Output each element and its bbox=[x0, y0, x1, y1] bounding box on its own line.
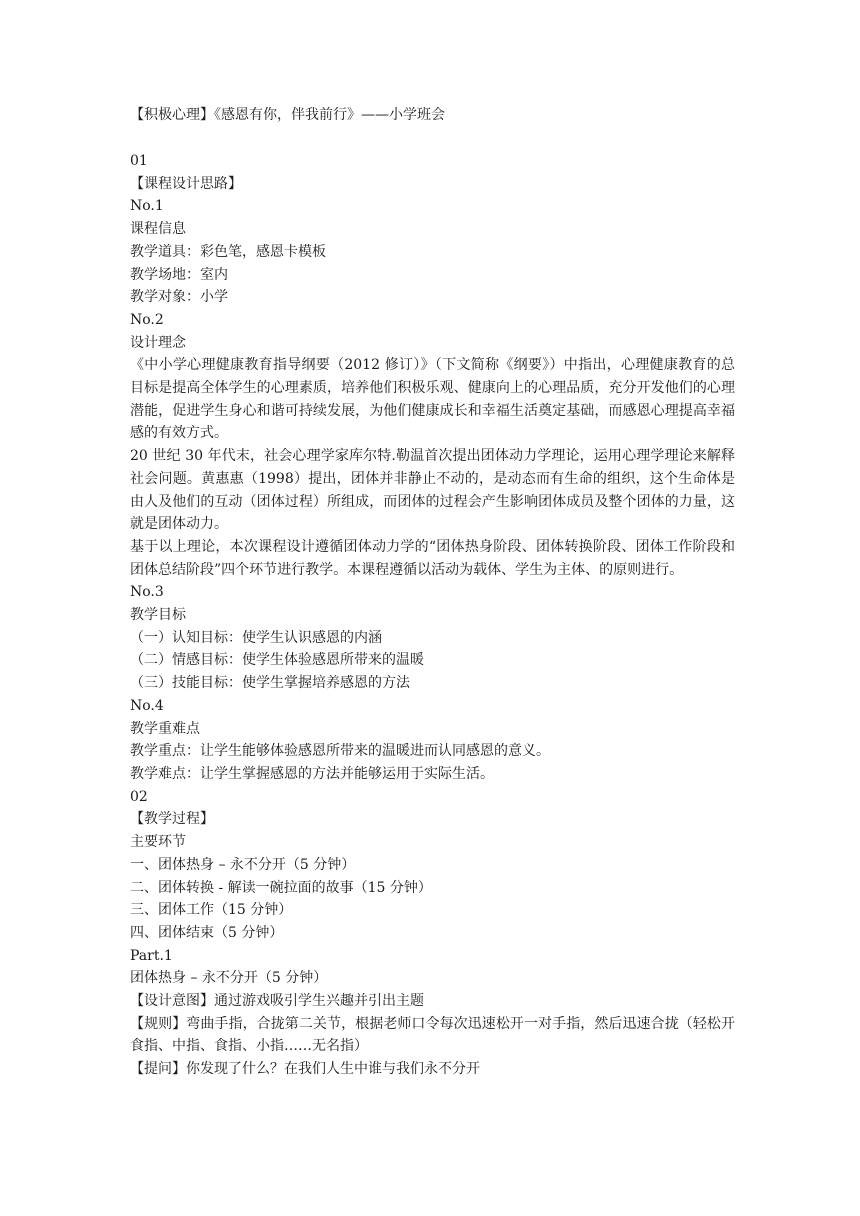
design-intent: 【设计意图】通过游戏吸引学生兴趣并引出主题 bbox=[130, 993, 424, 1010]
document-title: 【积极心理】《感恩有你，伴我前行》——小学班会 bbox=[130, 107, 445, 123]
goal-line: （三）技能目标：使学生掌握培养感恩的方法 bbox=[130, 675, 410, 692]
key-point-line: 教学难点：让学生掌握感恩的方法并能够运用于实际生活。 bbox=[130, 765, 494, 782]
section-number: 01 bbox=[130, 153, 148, 169]
info-line: 教学场地：室内 bbox=[130, 266, 228, 283]
part-title: 团体热身 – 永不分开（5 分钟） bbox=[130, 970, 328, 987]
item-subheading: 教学目标 bbox=[130, 607, 186, 624]
info-line: 教学道具：彩色笔，感恩卡模板 bbox=[130, 243, 326, 260]
body-paragraph: 基于以上理论，本次课程设计遵循团体动力学的“团体热身阶段、团体转换阶段、团体工作阶段和团体总结阶段”四个环节进行教学。本课程遵循以活动为载体、学生为主体、的原则进行。 bbox=[130, 538, 735, 578]
body-paragraph: 《中小学心理健康教育指导纲要（2012 修订）》（下文简称《纲要》）中指出，心理健康教育的总目标是提高全体学生的心理素质，培养他们积极乐观、健康向上的心理品质，充分开发他们的心理潜能，促进学生身心和谐可持续发展，为他们健康成长和幸福生活奠定基础，而感恩心理提高幸福感的有效方式。 bbox=[130, 357, 735, 442]
item-label: No.3 bbox=[130, 584, 164, 601]
step-line: 一、团体热身 – 永不分开（5 分钟） bbox=[130, 856, 356, 873]
part-label: Part.1 bbox=[130, 947, 173, 964]
step-line: 四、团体结束（5 分钟） bbox=[130, 924, 284, 941]
item-label: No.1 bbox=[130, 198, 164, 215]
step-line: 二、团体转换 - 解读一碗拉面的故事（15 分钟） bbox=[130, 879, 432, 896]
body-paragraph: 20 世纪 30 年代末，社会心理学家库尔特.勒温首次提出团体动力学理论，运用心理学理论来解释社会问题。黄惠惠（1998）提出，团体并非静止不动的，是动态而有生命的组织，这个生命体是由人及他们的互动（团体过程）所组成，而团体的过程会产生影响团体成员及整个团体的力量，这就是团体动力。 bbox=[130, 448, 735, 533]
goal-line: （一）认知目标：使学生认识感恩的内涵 bbox=[130, 629, 382, 646]
document-body bbox=[130, 150, 735, 1081]
item-subheading: 主要环节 bbox=[130, 834, 186, 851]
step-line: 三、团体工作（15 分钟） bbox=[130, 902, 293, 919]
question-line: 【提问】你发现了什么？在我们人生中谁与我们永不分开 bbox=[130, 1061, 480, 1078]
section-heading: 【课程设计思路】 bbox=[130, 175, 242, 192]
info-line: 教学对象：小学 bbox=[130, 289, 228, 306]
item-subheading: 教学重难点 bbox=[130, 720, 200, 737]
key-point-line: 教学重点：让学生能够体验感恩所带来的温暖进而认同感恩的意义。 bbox=[130, 743, 550, 760]
goal-line: （二）情感目标：使学生体验感恩所带来的温暖 bbox=[130, 652, 424, 669]
rule-paragraph: 【规则】弯曲手指，合拢第二关节，根据老师口令每次迅速松开一对手指，然后迅速合拢（轻松开 食指、中指、食指、小指……无名指） bbox=[130, 1015, 735, 1055]
section-heading: 【教学过程】 bbox=[130, 811, 214, 828]
item-subheading: 设计理念 bbox=[130, 334, 186, 351]
item-label: No.2 bbox=[130, 311, 164, 328]
item-subheading: 课程信息 bbox=[130, 221, 186, 238]
section-number: 02 bbox=[130, 788, 148, 805]
item-label: No.4 bbox=[130, 697, 164, 714]
